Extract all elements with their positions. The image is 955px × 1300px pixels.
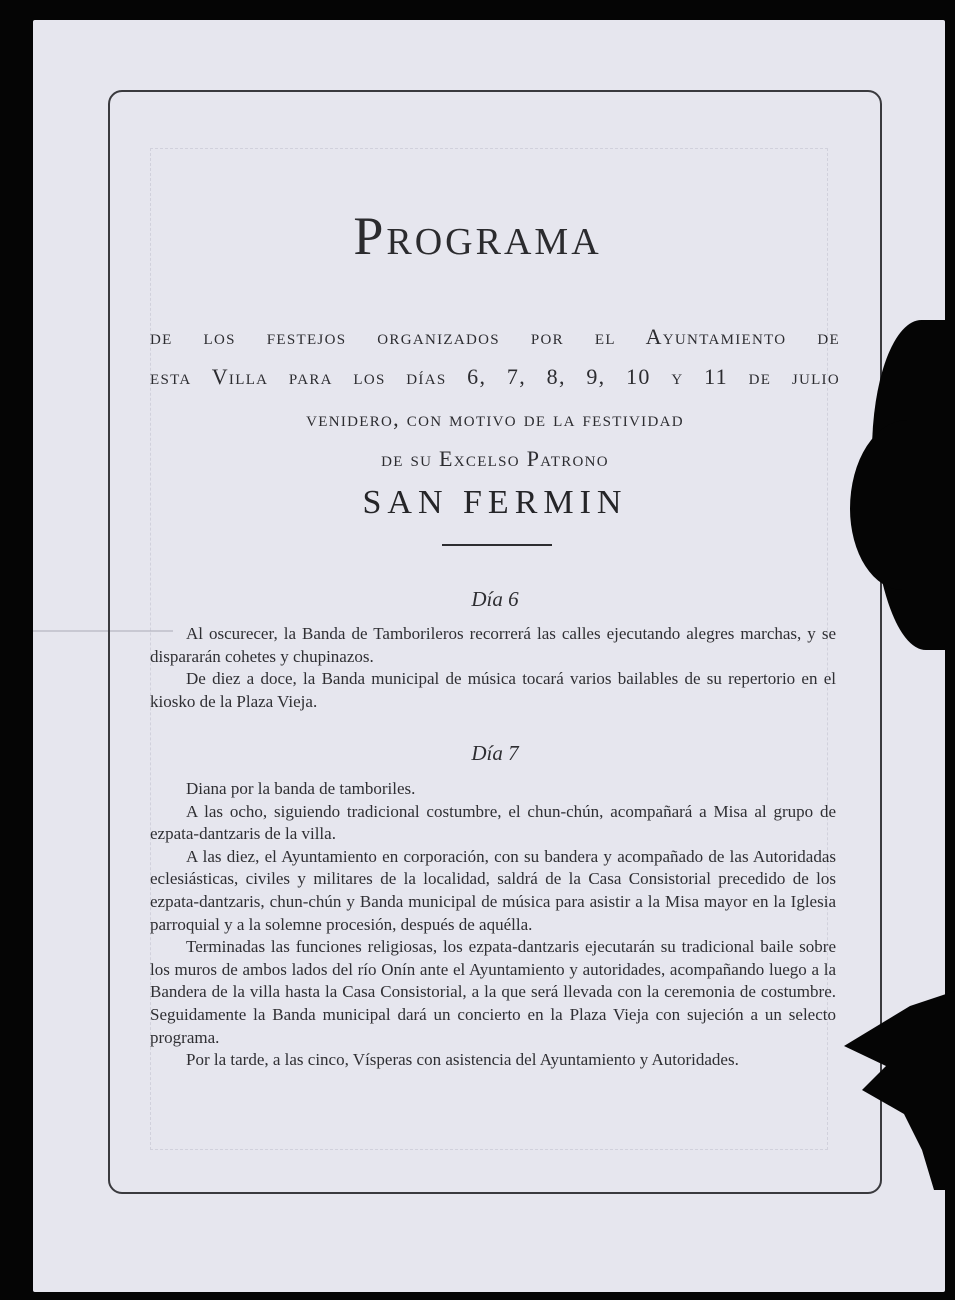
paragraph: De diez a doce, la Banda municipal de música tocará varios bailables de su repertorio en el kiosko de la Plaza Vieja. <box>150 669 836 711</box>
paragraph: Diana por la banda de tamboriles. <box>186 779 416 798</box>
intro-line-3: venidero, con motivo de la festividad <box>306 406 684 431</box>
day-6-text <box>150 623 836 713</box>
paragraph: Por la tarde, a las cinco, Vísperas con asistencia del Ayuntamiento y Autoridades. <box>186 1050 739 1070</box>
day-6-heading: Día 6 <box>471 587 519 611</box>
paragraph: A las diez, el Ayuntamiento en corporación, con su bandera y acompañado de las Autoridadas eclesiásticas, civiles y militares de la localidad, saldrá de la Casa Consistorial precedido de los ezpata-dantzaris, chun-chún y Banda municipal de música para asistir a la Misa mayor en la Iglesia parroquial y a la solemne procesión, después de aquélla. <box>150 846 836 934</box>
patron-saint-name: SAN FERMIN <box>362 484 628 521</box>
intro-line-2: esta Villa para los días 6, 7, 8, 9, 10 y 11 de julio <box>150 364 840 389</box>
paragraph: Terminadas las funciones religiosas, los ezpata-dantzaris ejecutarán su tradicional baile sobre los muros de ambos lados del río Onín ante el Ayuntamiento y autoridades, acompañando luego a la Bandera de la villa hasta la Casa Consistorial, a la que será llevada con la ceremonia de costumbre. Seguidamente la Banda municipal dará un concierto en la Plaza Vieja con sujeción a un selecto programa. <box>150 937 836 1047</box>
day-7-text <box>150 778 836 1072</box>
torn-hole-upper-edge <box>850 420 955 590</box>
paragraph: Al oscurecer, la Banda de Tamborileros recorrerá las calles ejecutando alegres marchas, y se dispararán cohetes y chupinazos. <box>150 624 836 666</box>
day-7-heading: Día 7 <box>471 741 519 765</box>
divider-rule <box>442 544 552 546</box>
intro-line-4: de su Excelso Patrono <box>381 446 609 471</box>
document-title: Programa <box>353 206 602 266</box>
paragraph: A las ocho, siguiendo tradicional costumbre, el chun-chún, acompañará a Misa al grupo de ezpata-dantzaris de la villa. <box>150 801 836 844</box>
intro-line-1: de los festejos organizados por el Ayuntamiento de <box>150 324 840 349</box>
